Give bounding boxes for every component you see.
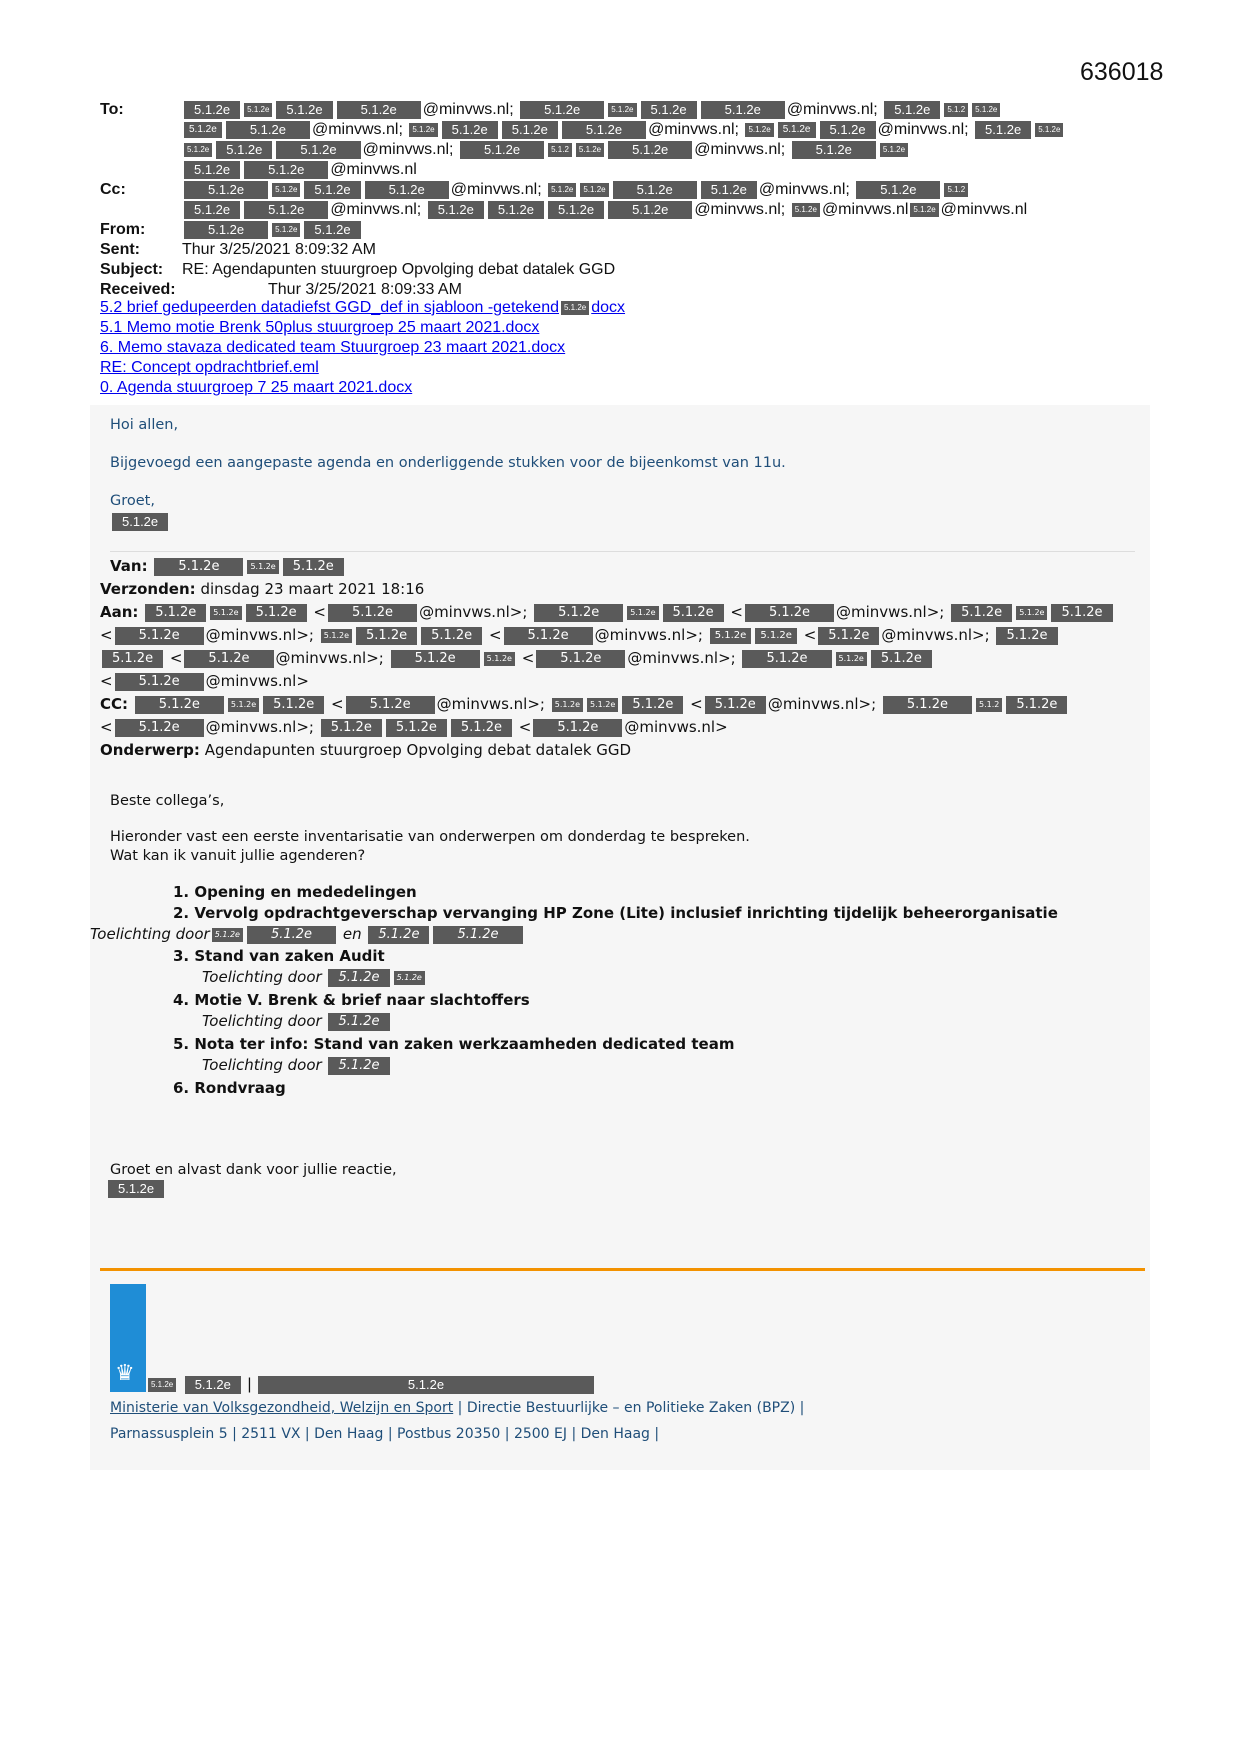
redaction-box: 5.1.2e [184,181,268,199]
redaction-box: 5.1.2e [608,201,692,219]
to-row [100,100,1150,180]
redaction-box: 5.1.2e [246,604,307,622]
cc-original-row: CC: 5.1.2e 5.1.2e 5.1.2e < 5.1.2e @minvws.nl>; 5.1.2e 5.1.2e 5.1.2e < 5.1.2e @minvws.nl>; 5.1.2e 5.1.2 5.1.2e < 5.1.2e @minvws.nl>; 5.1.2e 5.1.2e 5.1.2e < 5.1.2e @minvws.nl> [100,693,1140,739]
redaction-box: 5.1.2e [328,604,417,622]
redaction-box: 5.1.2 [976,698,1002,712]
attachment-link[interactable]: 0. Agenda stuurgroep 7 25 maart 2021.docx [100,379,413,396]
redaction-box: 5.1.2e [394,971,425,985]
redaction-box: 5.1.2e [587,698,618,712]
verzonden-value: dinsdag 23 maart 2021 18:16 [200,580,425,598]
redaction-box: 5.1.2e [244,103,272,117]
onderwerp-value: Agendapunten stuurgroep Opvolging debat datalek GGD [204,741,632,759]
redaction-box: 5.1.2e [484,652,515,666]
redaction-box: 5.1.2e [409,123,437,137]
redaction-box: 5.1.2e [460,141,544,159]
redaction-box: 5.1.2e [884,101,940,119]
onderwerp-row [100,739,1140,762]
agenda-item-note: Toelichting door 5.1.2e 5.1.2e en 5.1.2e 5.1.2e [90,925,525,944]
redaction-box: 5.1.2e [641,101,697,119]
redaction-box: 5.1.2e [244,201,328,219]
verzonden-label: Verzonden: [100,580,196,598]
van-label: Van: [110,557,148,575]
redaction-box: 5.1.2e [1006,696,1067,714]
redaction-box: 5.1.2e [608,103,636,117]
redaction-box: 5.1.2e [115,627,204,645]
redaction-box: 5.1.2e [755,628,797,644]
subject-value: RE: Agendapunten stuurgroep Opvolging debat datalek GGD [182,261,616,278]
redaction-box: 5.1.2e [975,121,1031,139]
sent-value: Thur 3/25/2021 8:09:32 AM [182,241,376,258]
redaction-box: 5.1.2e [778,122,816,138]
sent-row [100,240,1150,260]
redaction-box: 5.1.2e [871,650,932,668]
cc-original-label: CC: [100,695,129,713]
original-header [100,555,1140,762]
redaction-box: 5.1.2e [154,558,243,576]
from-sender [182,220,363,240]
redaction-box: 5.1.2e [705,696,766,714]
redaction-box: 5.1.2e [996,627,1057,645]
signature-block [90,1272,1150,1462]
attachment-link[interactable]: 6. Memo stavaza dedicated team Stuurgroep 23 maart 2021.docx [100,339,566,356]
redaction-box: 5.1.2e [272,223,300,237]
redaction-box: 5.1.2 [944,183,968,197]
email-domain: @minvws.nl [821,201,909,218]
redaction-box: 5.1.2e [608,141,692,159]
crest-icon: ♛ [115,1360,135,1385]
redaction-box: 5.1.2e [184,650,273,668]
separator: | [247,1376,252,1394]
reply-signature [110,513,170,531]
redaction-box: 5.1.2e [562,121,646,139]
cc-label: Cc: [100,181,126,198]
agenda-item: 5. Nota ter info: Stand van zaken werkzaamheden dedicated team [173,1035,735,1053]
to-recipients: 5.1.2e 5.1.2e 5.1.2e 5.1.2e @minvws.nl; 5.1.2e 5.1.2e 5.1.2e 5.1.2e @minvws.nl; 5.1.2e 5.1.2 5.1.2e 5.1.2e 5.1.2e @minvws.nl; 5.1.2e 5.1.2e 5.1.2e 5.1.2e @minvws.nl; 5.1.2e 5.1.2e 5.1.2e @minvws.nl; 5.1.2e 5.1.2e 5.1.2e 5.1.2e 5.1.2e @minvws.nl; 5.1.2e 5.1.2 5.1.2e 5.1.2e @minvws.nl; 5.1.2e 5.1.2e 5.1.2e 5.1.2e @minvws.nl [182,100,1065,180]
redaction-box: 5.1.2e [148,1378,176,1392]
original-greeting: Beste collega’s, [110,793,225,809]
redaction-box: 5.1.2e [102,650,163,668]
agenda-item: 3. Stand van zaken Audit [173,947,385,965]
redaction-box: 5.1.2e [701,101,785,119]
email-domain: @minvws.nl [450,181,538,198]
redaction-box: 5.1.2e [622,696,683,714]
redaction-box: 5.1.2e [276,141,360,159]
redaction-box: 5.1.2e [391,650,480,668]
subject-row [100,260,1150,280]
redaction-box: 5.1.2e [304,181,360,199]
redaction-box: 5.1.2e [216,141,272,159]
redaction-box: 5.1.2e [115,673,204,691]
redaction-box: 5.1.2e [258,1376,594,1394]
redaction-box: 5.1.2e [745,604,834,622]
address-line: Parnassusplein 5 | 2511 VX | Den Haag | Postbus 20350 | 2500 EJ | Den Haag | [110,1426,660,1442]
redaction-box: 5.1.2e [548,183,576,197]
redaction-box: 5.1.2e [421,627,482,645]
redaction-box: 5.1.2e [276,101,332,119]
signature-name [146,1376,596,1394]
redaction-box: 5.1.2e [328,969,389,987]
document-number: 636018 [1080,58,1164,86]
redaction-box: 5.1.2e [1035,123,1063,137]
redaction-box: 5.1.2e [1051,604,1112,622]
redaction-box: 5.1.2e [820,121,876,139]
redaction-box: 5.1.2e [836,652,867,666]
cc-recipients: 5.1.2e 5.1.2e 5.1.2e 5.1.2e @minvws.nl; 5.1.2e 5.1.2e 5.1.2e 5.1.2e @minvws.nl; 5.1.2e 5.1.2 5.1.2e 5.1.2e @minvws.nl; 5.1.2e 5.1.2e 5.1.2e 5.1.2e @minvws.nl; 5.1.2e @minvws.nl 5.1.2e @minvws.nl [182,180,1027,220]
to-label: To: [100,101,124,118]
redaction-box: 5.1.2e [580,183,608,197]
email-header [100,100,1150,300]
redaction-box: 5.1.2e [184,122,222,138]
email-domain: @minvws.nl [877,121,965,138]
verzonden-row [100,578,1140,601]
aan-row: Aan: 5.1.2e 5.1.2e 5.1.2e < 5.1.2e @minvws.nl>; 5.1.2e 5.1.2e 5.1.2e < 5.1.2e @minvws.nl>; 5.1.2e 5.1.2e 5.1.2e < 5.1.2e @minvws.nl>; 5.1.2e 5.1.2e 5.1.2e < 5.1.2e @minvws.nl>; 5.1.2e 5.1.2e < 5.1.2e @minvws.nl>; 5.1.2e 5.1.2e < 5.1.2e @minvws.nl>; 5.1.2e 5.1.2e < 5.1.2e @minvws.nl>; 5.1.2e 5.1.2e 5.1.2e < 5.1.2e @minvws.nl> [100,601,1140,693]
redaction-box: 5.1.2e [356,627,417,645]
redaction-box: 5.1.2e [226,121,310,139]
redaction-box: 5.1.2e [1016,606,1047,620]
redaction-box: 5.1.2e [534,604,623,622]
agenda-item: 2. Vervolg opdrachtgeverschap vervanging HP Zone (Lite) inclusief inrichting tijdelijk beheerorganisatie [173,904,1058,922]
attachment-link[interactable]: RE: Concept opdrachtbrief.eml [100,359,319,376]
email-domain: @minvws.nl [648,121,735,138]
sent-label: Sent: [100,241,140,258]
redaction-box: 5.1.2e [951,604,1012,622]
redaction-box: 5.1.2e [972,103,1000,117]
redaction-box: 5.1.2e [792,203,820,217]
redaction-box: 5.1.2e [304,221,360,239]
redaction-box: 5.1.2 [548,143,572,157]
redaction-box: 5.1.2e [184,101,240,119]
redaction-box: 5.1.2e [883,696,972,714]
redaction-box: 5.1.2e [368,926,429,944]
redaction-box: 5.1.2e [533,719,622,737]
redaction-box: 5.1.2e [742,650,831,668]
received-label: Received: [100,281,176,298]
redaction-box: 5.1.2e [451,719,512,737]
agenda-item: 4. Motie V. Brenk & brief naar slachtoffers [173,991,530,1009]
received-value: Thur 3/25/2021 8:09:33 AM [268,281,462,298]
redaction-box: 5.1.2e [212,928,243,942]
ministry-link[interactable]: Ministerie van Volksgezondheid, Welzijn en Sport [110,1400,454,1416]
redaction-box: 5.1.2e [442,121,498,139]
redaction-box: 5.1.2e [428,201,484,219]
redaction-box: 5.1.2e [663,604,724,622]
email-domain: @minvws.nl [422,101,510,118]
attachment-list [100,298,625,398]
redaction-box: 5.1.2e [701,181,757,199]
redaction-box: 5.1.2e [561,301,589,315]
redaction-box: 5.1.2e [247,560,278,574]
redaction-box: 5.1.2e [321,629,352,643]
redaction-box: 5.1.2e [112,513,168,531]
reply-text: Bijgevoegd een aangepaste agenda en onderliggende stukken voor de bijeenkomst van 11u. [110,455,786,471]
redaction-box: 5.1.2e [504,627,593,645]
email-domain: @minvws.nl [330,201,417,218]
ministry-line [110,1400,804,1416]
redaction-box: 5.1.2e [244,161,328,179]
redaction-box: 5.1.2e [263,696,324,714]
agenda-item: 1. Opening en mededelingen [173,883,417,901]
redaction-box: 5.1.2e [328,1013,389,1031]
email-domain: @minvws.nl [786,101,874,118]
original-closing: Groet en alvast dank voor jullie reactie, [110,1162,397,1178]
redaction-box: 5.1.2e [328,1057,389,1075]
redaction-box: 5.1.2e [184,161,240,179]
redaction-box: 5.1.2e [386,719,447,737]
signature-divider [100,1268,1145,1271]
redaction-box: 5.1.2e [184,201,240,219]
redaction-box: 5.1.2e [145,604,206,622]
redaction-box: 5.1.2e [247,926,336,944]
divider [110,551,1135,552]
attachment-link[interactable]: 5.2 brief gedupeerden datadiefst GGD_def in sjabloon -getekend 5.1.2e docx [100,299,626,316]
email-domain: @minvws.nl [940,201,1028,218]
original-intro-line1: Hieronder vast een eerste inventarisatie van onderwerpen om donderdag te bespreken. [110,829,750,845]
redaction-box: 5.1.2e [228,698,259,712]
redaction-box: 5.1.2e [337,101,421,119]
redaction-box: 5.1.2e [184,221,268,239]
agenda-item-note: Toelichting door 5.1.2e [202,1012,392,1031]
redaction-box: 5.1.2e [792,141,876,159]
email-domain: @minvws.nl [694,201,781,218]
redaction-box: 5.1.2 [944,103,968,117]
original-intro-line2: Wat kan ik vanuit jullie agenderen? [110,848,366,864]
email-domain: @minvws.nl [758,181,846,198]
from-label: From: [100,221,146,238]
redaction-box: 5.1.2e [536,650,625,668]
email-domain: @minvws.nl [311,121,399,138]
van-row [100,555,1140,578]
redaction-box: 5.1.2e [627,606,658,620]
redaction-box: 5.1.2e [520,101,604,119]
attachment-link[interactable]: 5.1 Memo motie Brenk 50plus stuurgroep 25 maart 2021.docx [100,319,540,336]
redaction-box: 5.1.2e [856,181,940,199]
redaction-box: 5.1.2e [272,183,300,197]
cc-row [100,180,1150,220]
redaction-box: 5.1.2e [488,201,544,219]
redaction-box: 5.1.2e [745,123,773,137]
subject-label: Subject: [100,261,164,278]
redaction-box: 5.1.2e [346,696,435,714]
redaction-box: 5.1.2e [548,201,604,219]
redaction-box: 5.1.2e [210,606,241,620]
agenda-item-note: Toelichting door 5.1.2e [202,1056,392,1075]
aan-label: Aan: [100,603,139,621]
redaction-box: 5.1.2e [365,181,449,199]
reply-closing: Groet, [110,493,155,509]
redaction-box: 5.1.2e [185,1376,241,1394]
directorate-text: | Directie Bestuurlijke – en Politieke Zaken (BPZ) | [453,1400,805,1416]
government-logo [110,1284,146,1392]
redaction-box: 5.1.2e [115,719,204,737]
redaction-box: 5.1.2e [321,719,382,737]
redaction-box: 5.1.2e [135,696,224,714]
email-domain: @minvws.nl [694,141,781,158]
redaction-box: 5.1.2e [552,698,583,712]
redaction-box: 5.1.2e [613,181,697,199]
redaction-box: 5.1.2e [184,143,212,157]
redaction-box: 5.1.2e [576,143,604,157]
redaction-box: 5.1.2e [433,926,522,944]
onderwerp-label: Onderwerp: [100,741,200,759]
agenda-item-note: Toelichting door 5.1.2e 5.1.2e [202,968,427,987]
from-row [100,220,1150,240]
redaction-box: 5.1.2e [502,121,558,139]
redaction-box: 5.1.2e [910,203,938,217]
received-row [100,280,1150,300]
redaction-box: 5.1.2e [880,143,908,157]
agenda-item: 6. Rondvraag [173,1079,286,1097]
redaction-box: 5.1.2e [283,558,344,576]
redaction-box: 5.1.2e [710,628,752,644]
redaction-box: 5.1.2e [818,627,879,645]
email-domain: @minvws.nl [330,161,417,178]
reply-greeting: Hoi allen, [110,417,179,433]
original-signature [106,1180,166,1198]
redaction-box: 5.1.2e [108,1180,164,1198]
email-domain: @minvws.nl [362,141,450,158]
